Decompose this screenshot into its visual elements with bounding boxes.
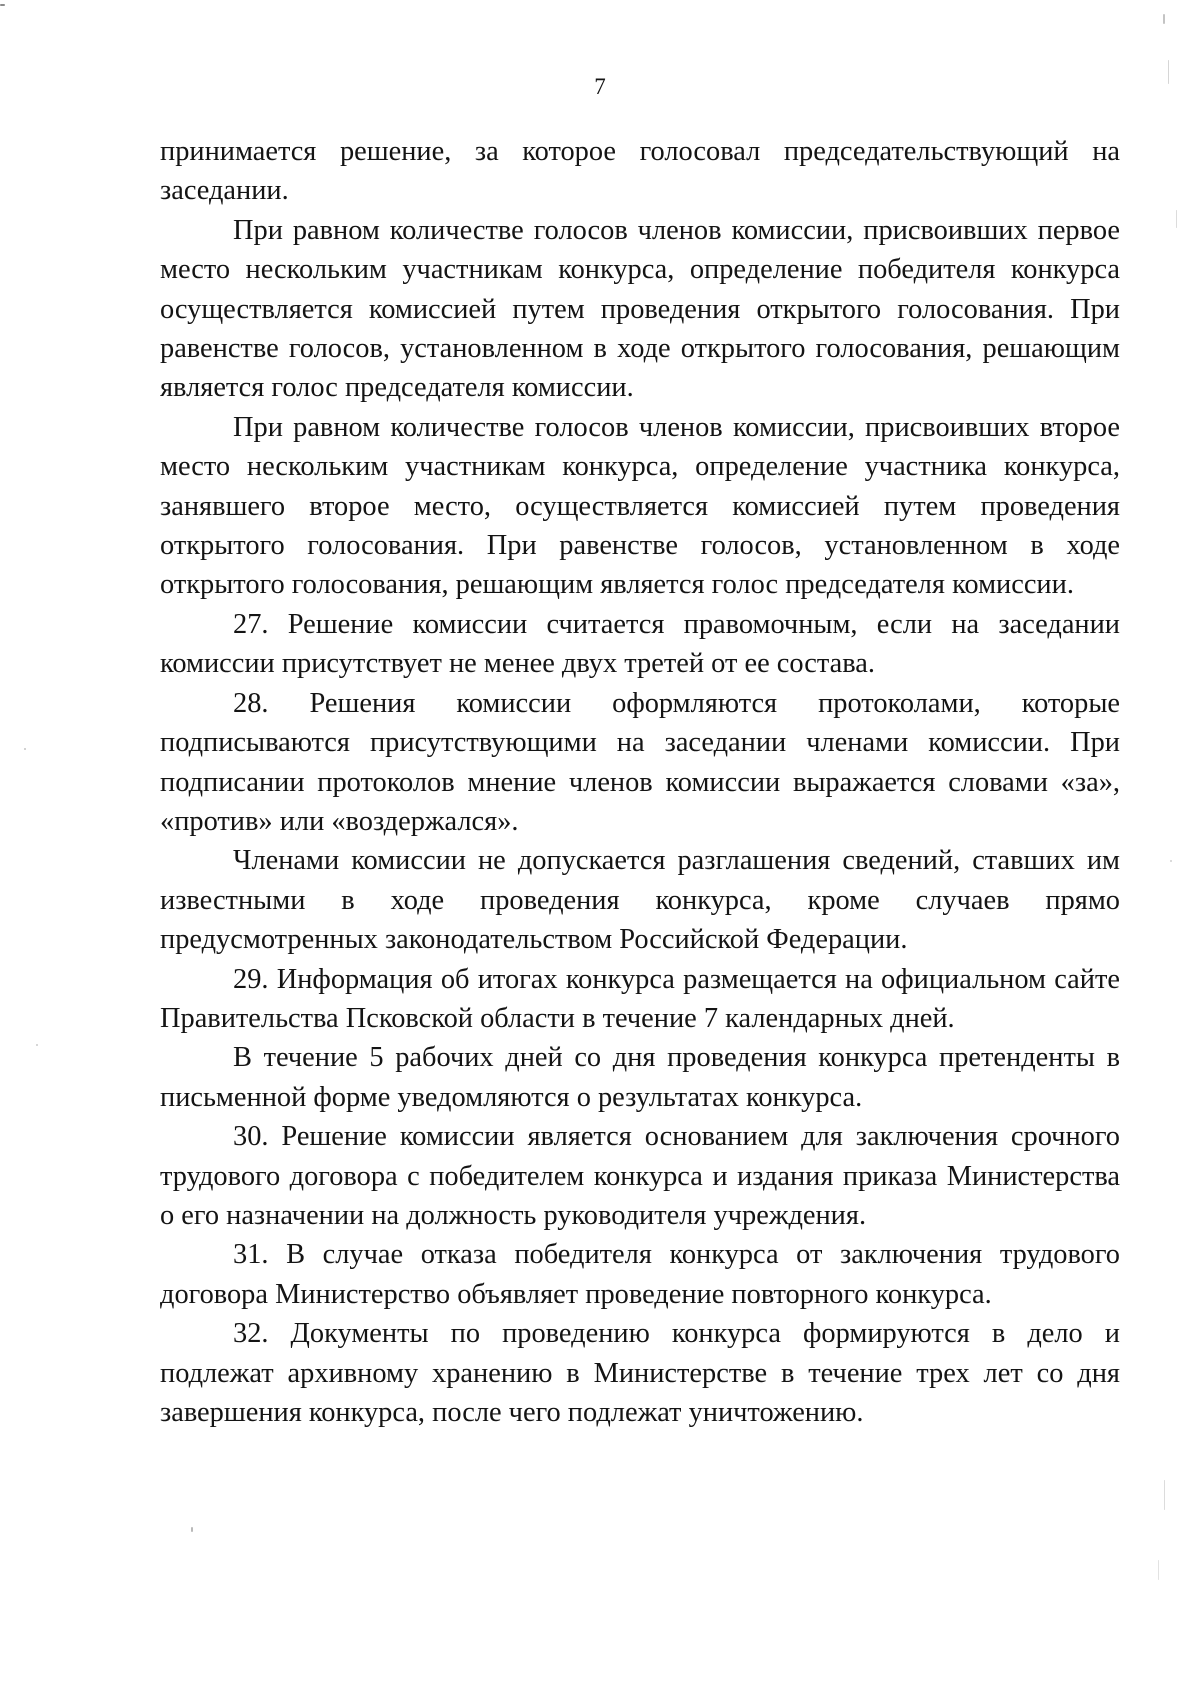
scan-speck bbox=[1176, 210, 1177, 228]
paragraph-continuation: принимается решение, за которое голосовал председательствующий на заседании. bbox=[160, 136, 1120, 207]
paragraph-27-quorum: 27. Решение комиссии считается правомочным, если на заседании комиссии присутствует не менее двух третей от ее состава. bbox=[160, 608, 1120, 680]
paragraph-30-contract: 30. Решение комиссии является основанием для заключения срочного трудового договора с победителем конкурса и издания приказа Министерства о его назначении на должность руководителя учреждения. bbox=[160, 1121, 1120, 1231]
scan-speck bbox=[1170, 860, 1172, 862]
paragraph-32-archive: 32. Документы по проведению конкурса формируются в дело и подлежат архивному хранению в Министерстве в течение трех лет со дня завершения конкурса, после чего подлежат уничтожению. bbox=[160, 1318, 1120, 1428]
paragraph-tie-second-place: При равном количестве голосов членов комиссии, присвоивших второе место нескольким участникам конкурса, определение участника конкурса, занявшего второе место, осуществляется комиссией путем проведения открытого голосования. При равенстве голосов, установленном в ходе открытого голосования, решающим является голос председателя комиссии. bbox=[160, 411, 1120, 601]
document-body bbox=[160, 132, 1120, 1432]
paragraph-28-protocols: 28. Решения комиссии оформляются протоколами, которые подписываются присутствующими на заседании членами комиссии. При подписании протоколов мнение членов комиссии выражается словами «за», «против» или «воздержался». bbox=[160, 687, 1120, 837]
scan-speck bbox=[1163, 14, 1165, 24]
paragraph-notification: В течение 5 рабочих дней со дня проведения конкурса претенденты в письменной форме уведомляются о результатах конкурса. bbox=[160, 1042, 1120, 1113]
scan-speck bbox=[1158, 1560, 1159, 1580]
scan-speck bbox=[24, 748, 26, 750]
scan-speck bbox=[36, 1044, 38, 1046]
scan-speck bbox=[1164, 1480, 1165, 1510]
paragraph-non-disclosure: Членами комиссии не допускается разглашения сведений, ставших им известными в ходе проведения конкурса, кроме случаев прямо предусмотренных законодательством Российской Федерации. bbox=[160, 845, 1120, 956]
scan-speck bbox=[0, 4, 5, 6]
paragraph-tie-first-place: При равном количестве голосов членов комиссии, присвоивших первое место нескольким участникам конкурса, определение победителя конкурса осуществляется комиссией путем проведения открытого голосования. При равенстве голосов, установленном в ходе открытого голосования, решающим является голос председателя комиссии. bbox=[160, 214, 1120, 404]
scan-speck bbox=[1168, 60, 1169, 84]
paragraph-29-publication: 29. Информация об итогах конкурса размещается на официальном сайте Правительства Псковской области в течение 7 календарных дней. bbox=[160, 963, 1120, 1034]
page-number: 7 bbox=[594, 74, 606, 99]
paragraph-31-refusal: 31. В случае отказа победителя конкурса от заключения трудового договора Министерство объявляет проведение повторного конкурса. bbox=[160, 1239, 1120, 1310]
scan-speck bbox=[191, 1527, 193, 1532]
